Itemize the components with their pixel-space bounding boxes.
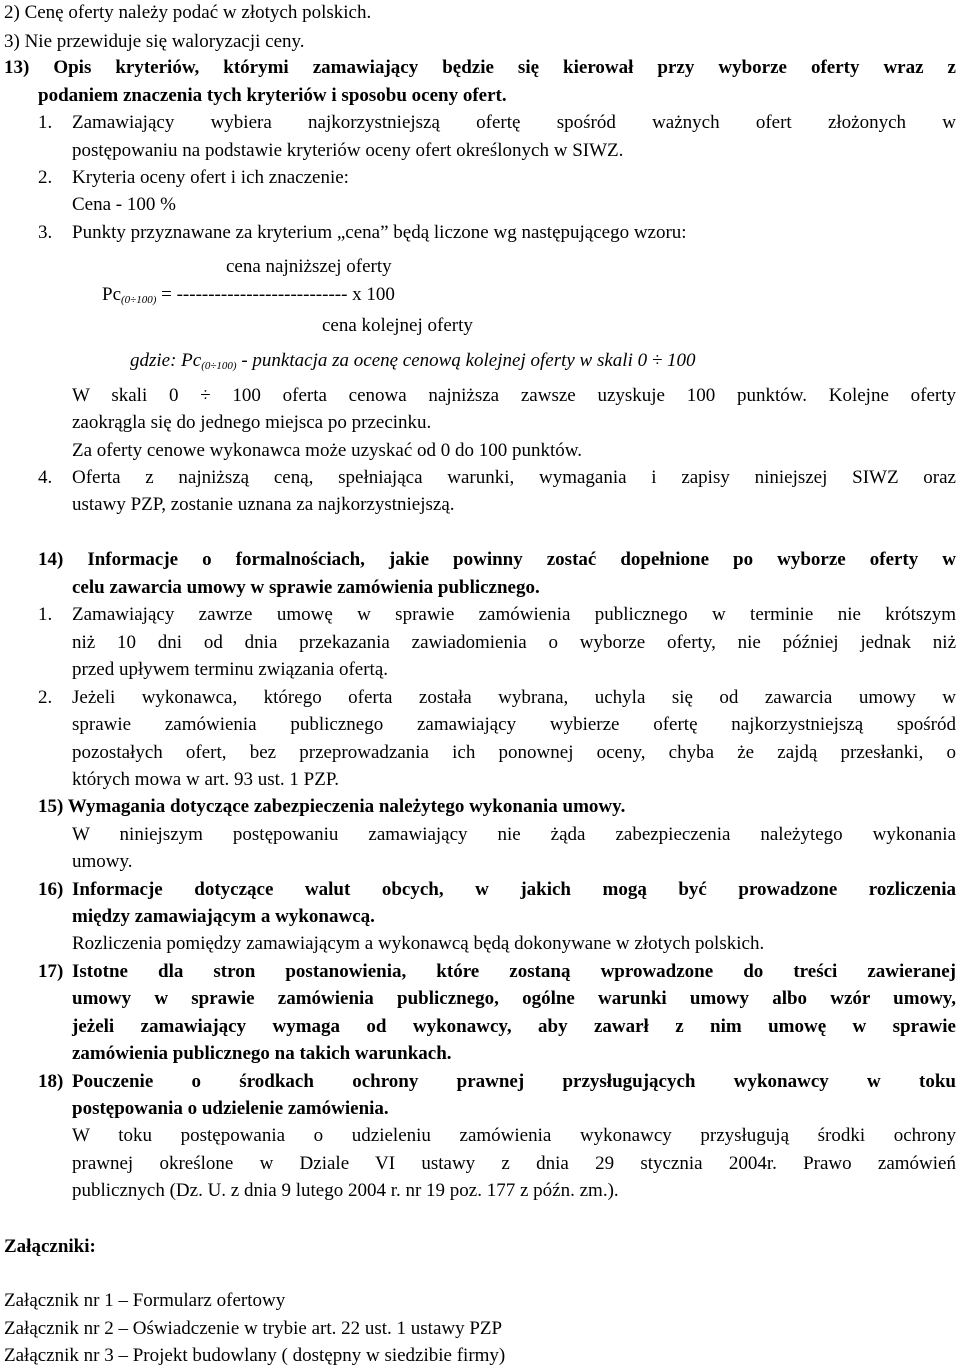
section-number: 16) xyxy=(38,879,64,900)
criteria-price-weight: Cena - 100 % xyxy=(72,194,176,215)
section-number: 18) xyxy=(38,1071,64,1092)
formalities-paragraph-2-cont2: pozostałych ofert, bez przeprowadzania ich ponownej oceny, chyba że zajdą przesłanki, o xyxy=(72,742,956,763)
section-16-heading: Informacje dotyczące walut obcych, w jakich mogą być prowadzone rozliczenia xyxy=(72,879,956,900)
list-number: 1. xyxy=(38,112,53,133)
section-15-heading: 15) Wymagania dotyczące zabezpieczenia należytego wykonania umowy. xyxy=(38,796,626,817)
scale-note-1: W skali 0 ÷ 100 oferta cenowa najniższa zawsze uzyskuje 100 punktów. Kolejne oferty xyxy=(72,385,956,406)
formalities-paragraph-2-end: których mowa w art. 93 ust. 1 PZP. xyxy=(72,769,340,790)
list-number: 2. xyxy=(38,687,53,708)
formalities-paragraph-2-cont: sprawie zamówienia publicznego zamawiający wybierze ofertę najkorzystniejszą spośród xyxy=(72,714,956,735)
section-17-heading-cont: umowy w sprawie zamówienia publicznego, ogólne warunki umowy albo wzór umowy, xyxy=(72,988,956,1009)
criteria-paragraph-2: Kryteria oceny ofert i ich znaczenie: xyxy=(72,167,349,188)
list-number: 4. xyxy=(38,467,53,488)
section-18-heading: Pouczenie o środkach ochrony prawnej przysługujących wykonawcy w toku xyxy=(72,1071,956,1092)
list-number: 1. xyxy=(38,604,53,625)
formula-legend: gdzie: $Pc_{(0\div 100)}$ - punktacja za ocenę cenową kolejnej oferty w skali 0 ÷ 100 xyxy=(130,350,696,372)
list-number: 3. xyxy=(38,222,53,243)
section-15-text: W niniejszym postępowaniu zamawiający nie żąda zabezpieczenia należytego wykonania xyxy=(72,824,956,845)
list-number: 2. xyxy=(38,167,53,188)
section-18-heading-cont: postępowania o udzielenie zamówienia. xyxy=(72,1098,389,1119)
criteria-paragraph-4-cont: ustawy PZP, zostanie uznana za najkorzystniejszą. xyxy=(72,494,455,515)
formalities-paragraph-1: Zamawiający zawrze umowę w sprawie zamówienia publicznego w terminie nie krótszym xyxy=(72,604,956,625)
attachment-item-2: Załącznik nr 2 – Oświadczenie w trybie art. 22 ust. 1 ustawy PZP xyxy=(4,1318,503,1339)
formalities-paragraph-2: Jeżeli wykonawca, którego oferta została wybrana, uchyla się od zawarcia umowy w xyxy=(72,687,956,708)
item-price-currency: 2) Cenę oferty należy podać w złotych polskich. xyxy=(4,2,372,23)
criteria-paragraph-1-cont: postępowaniu na podstawie kryteriów oceny ofert określonych w SIWZ. xyxy=(72,140,624,161)
section-16-text: Rozliczenia pomiędzy zamawiającym a wykonawcą będą dokonywane w złotych polskich. xyxy=(72,933,765,954)
section-17-heading: Istotne dla stron postanowienia, które zostaną wprowadzone do treści zawieranej xyxy=(72,961,956,982)
attachment-item-1: Załącznik nr 1 – Formularz ofertowy xyxy=(4,1290,286,1311)
formula-denominator: cena kolejnej oferty xyxy=(322,315,473,336)
section-number: 17) xyxy=(38,961,64,982)
criteria-paragraph-1: Zamawiający wybiera najkorzystniejszą ofertę spośród ważnych ofert złożonych w xyxy=(72,112,956,133)
section-17-heading-end: zamówienia publicznego na takich warunkach. xyxy=(72,1043,452,1064)
section-18-text: W toku postępowania o udzieleniu zamówienia wykonawcy przysługują środki ochrony xyxy=(72,1125,956,1146)
section-13-heading: 13) Opis kryteriów, którymi zamawiający będzie się kierował przy wyborze oferty wraz z xyxy=(4,57,956,78)
criteria-paragraph-4: Oferta z najniższą ceną, spełniająca warunki, wymagania i zapisy niniejszej SIWZ oraz xyxy=(72,467,956,488)
section-17-heading-cont2: jeżeli zamawiający wymaga od wykonawcy, aby zawarł z nim umowę w sprawie xyxy=(72,1016,956,1037)
attachments-heading: Załączniki: xyxy=(4,1236,96,1257)
section-18-text-end: publicznych (Dz. U. z dnia 9 lutego 2004 r. nr 19 poz. 177 z późn. zm.). xyxy=(72,1180,619,1201)
section-15-text-end: umowy. xyxy=(72,851,133,872)
scale-note-3: Za oferty cenowe wykonawca może uzyskać od 0 do 100 punktów. xyxy=(72,440,583,461)
section-14-heading: 14) Informacje o formalnościach, jakie powinny zostać dopełnione po wyborze oferty w xyxy=(38,549,956,570)
formalities-paragraph-1-end: przed upływem terminu związania ofertą. xyxy=(72,659,388,680)
formula-line: $Pc_{(0\div 100)}$ = --------------------------- x 100 xyxy=(102,284,395,306)
section-13-heading-cont: podaniem znaczenia tych kryteriów i sposobu oceny ofert. xyxy=(38,85,507,106)
section-18-text-cont: prawnej określone w Dziale VI ustawy z dnia 29 stycznia 2004r. Prawo zamówień xyxy=(72,1153,956,1174)
section-16-heading-cont: między zamawiającym a wykonawcą. xyxy=(72,906,375,927)
section-14-heading-cont: celu zawarcia umowy w sprawie zamówienia publicznego. xyxy=(72,577,540,598)
scale-note-2: zaokrągla się do jednego miejsca po przecinku. xyxy=(72,412,432,433)
criteria-paragraph-3: Punkty przyznawane za kryterium „cena” będą liczone wg następującego wzoru: xyxy=(72,222,687,243)
item-no-valorization: 3) Nie przewiduje się waloryzacji ceny. xyxy=(4,31,305,52)
formula-numerator: cena najniższej oferty xyxy=(226,256,392,277)
formalities-paragraph-1-cont: niż 10 dni od dnia przekazania zawiadomienia o wyborze oferty, nie później jednak niż xyxy=(72,632,956,653)
attachment-item-3: Załącznik nr 3 – Projekt budowlany ( dostępny w siedzibie firmy) xyxy=(4,1345,506,1366)
